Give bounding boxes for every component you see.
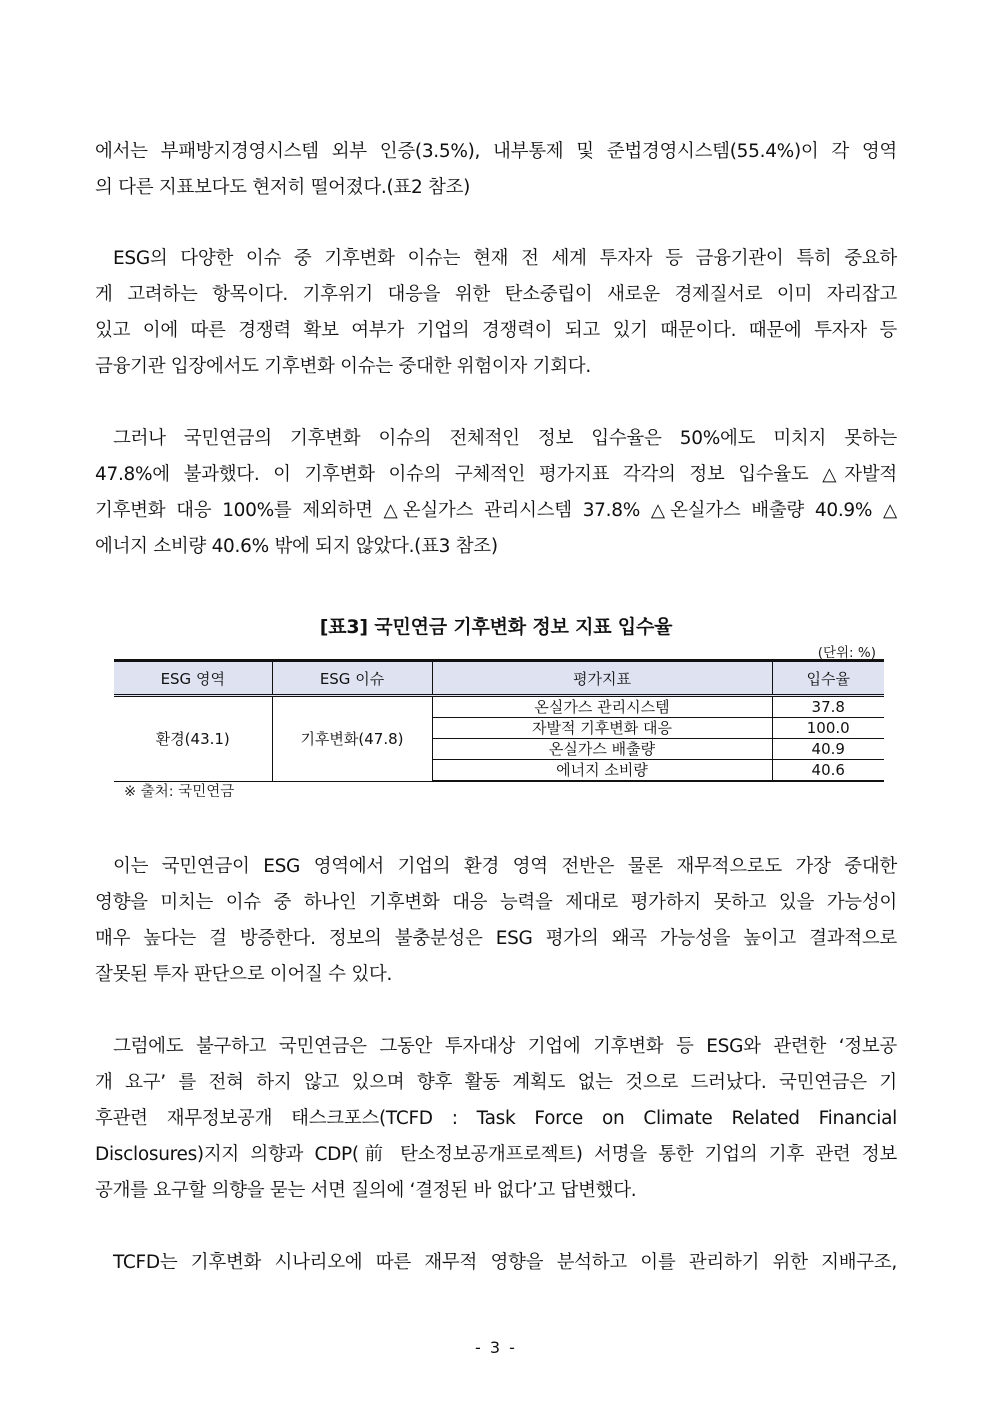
- paragraph-5: [95, 1029, 897, 1209]
- text-line: 47.8%에 불과했다. 이 기후변화 이슈의 구체적인 평가지표 각각의 정보 입수율도 △자발적: [95, 464, 897, 485]
- text-line: 게 고려하는 항목이다. 기후위기 대응을 위한 탄소중립이 새로운 경제질서로 이미 자리잡고: [95, 284, 897, 305]
- text-line: ESG의 다양한 이슈 중 기후변화 이슈는 현재 전 세계 투자자 등 금융기관이 특히 중요하: [113, 248, 897, 269]
- rate-cell: 100.0: [772, 718, 884, 739]
- table-header-row: [114, 661, 884, 696]
- text-line: 그럼에도 불구하고 국민연금은 그동안 투자대상 기업에 기후변화 등 ESG와 관련한 ‘정보공: [113, 1036, 897, 1057]
- text-line: 있고 이에 따른 경쟁력 확보 여부가 기업의 경쟁력이 되고 있기 때문이다. 때문에 투자자 등: [95, 320, 897, 341]
- text-line: 금융기관 입장에서도 기후변화 이슈는 중대한 위험이자 기회다.: [95, 356, 591, 377]
- climate-indicator-table: [114, 659, 884, 782]
- header-indicator: 평가지표: [432, 661, 772, 696]
- page-number: - 3 -: [475, 1338, 517, 1357]
- text-line: 매우 높다는 걸 방증한다. 정보의 불충분성은 ESG 평가의 왜곡 가능성을 높이고 결과적으로: [95, 928, 897, 949]
- rate-cell: 37.8: [772, 696, 884, 718]
- paragraph-3: [95, 421, 897, 565]
- paragraph-6: [95, 1245, 897, 1281]
- text-line: TCFD는 기후변화 시나리오에 따른 재무적 영향을 분석하고 이를 관리하기 위한 지배구조,: [113, 1252, 897, 1273]
- text-line: 공개를 요구할 의향을 묻는 서면 질의에 ‘결정된 바 없다’고 답변했다.: [95, 1180, 637, 1201]
- paragraph-2: [95, 241, 897, 385]
- text-line: 영향을 미치는 이슈 중 하나인 기후변화 대응 능력을 제대로 평가하지 못하고 있을 가능성이: [95, 892, 897, 913]
- table-unit: (단위: %): [817, 645, 876, 661]
- area-cell: 환경(43.1): [114, 696, 272, 782]
- text-line: 의 다른 지표보다도 현저히 떨어졌다.(표2 참조): [95, 177, 471, 198]
- header-esg-area: ESG 영역: [114, 661, 272, 696]
- text-line: Disclosures)지지 의향과 CDP(前 탄소정보공개프로젝트) 서명을 통한 기업의 기후 관련 정보: [95, 1144, 897, 1165]
- table-title: [표3] 국민연금 기후변화 정보 지표 입수율: [319, 616, 673, 638]
- indicator-cell: 에너지 소비량: [432, 760, 772, 782]
- indicator-cell: 온실가스 관리시스템: [432, 696, 772, 718]
- text-line: 그러나 국민연금의 기후변화 이슈의 전체적인 정보 입수율은 50%에도 미치지 못하는: [113, 428, 897, 449]
- table-source: ※ 출처: 국민연금: [124, 784, 235, 800]
- text-line: 개 요구’ 를 전혀 하지 않고 있으며 향후 활동 계획도 없는 것으로 드러났다. 국민연금은 기: [95, 1072, 897, 1093]
- rate-cell: 40.9: [772, 739, 884, 760]
- text-line: 이는 국민연금이 ESG 영역에서 기업의 환경 영역 전반은 물론 재무적으로도 가장 중대한: [113, 856, 897, 877]
- text-line: 에너지 소비량 40.6% 밖에 되지 않았다.(표3 참조): [95, 536, 498, 557]
- header-rate: 입수율: [772, 661, 884, 696]
- text-line: 잘못된 투자 판단으로 이어질 수 있다.: [95, 964, 393, 985]
- rate-cell: 40.6: [772, 760, 884, 782]
- table-row: [114, 696, 884, 718]
- text-line: 후관련 재무정보공개 태스크포스(TCFD : Task Force on Climate Related Financial: [95, 1108, 897, 1129]
- issue-cell: 기후변화(47.8): [272, 696, 432, 782]
- text-line: 기후변화 대응 100%를 제외하면 △온실가스 관리시스템 37.8% △온실가스 배출량 40.9% △: [95, 500, 897, 521]
- paragraph-1: [95, 134, 897, 206]
- header-esg-issue: ESG 이슈: [272, 661, 432, 696]
- text-line: 에서는 부패방지경영시스템 외부 인증(3.5%), 내부통제 및 준법경영시스템(55.4%)이 각 영역: [95, 141, 897, 162]
- paragraph-4: [95, 849, 897, 993]
- indicator-cell: 온실가스 배출량: [432, 739, 772, 760]
- indicator-cell: 자발적 기후변화 대응: [432, 718, 772, 739]
